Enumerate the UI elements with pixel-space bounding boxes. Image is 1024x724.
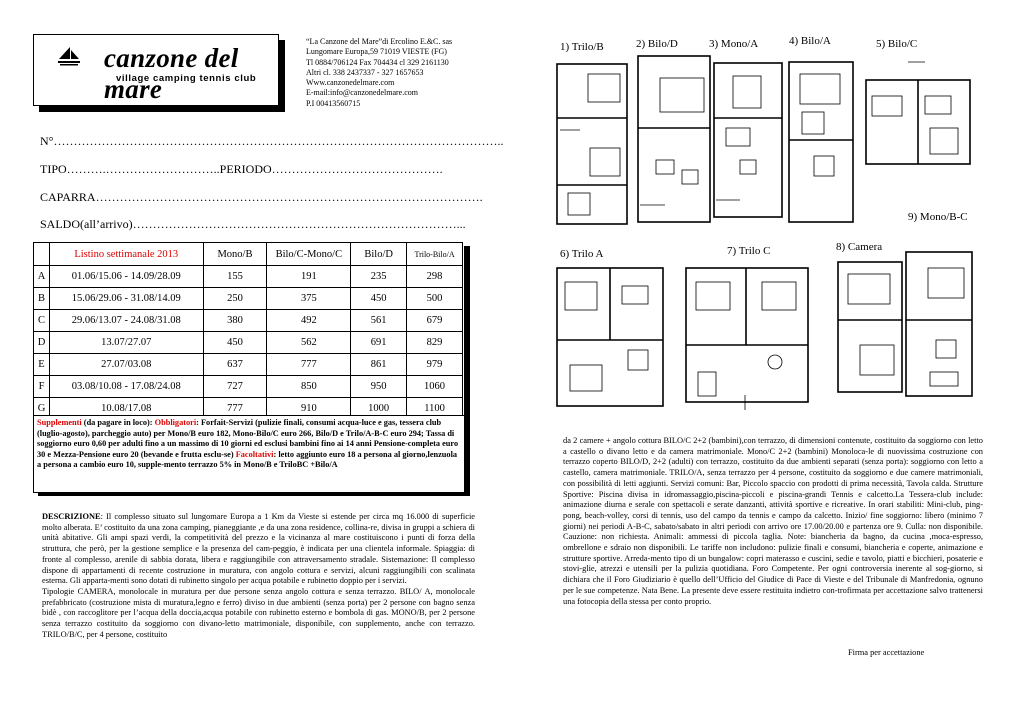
company-line: “La Canzone del Mare”di Ercolino E.&C. sas: [306, 37, 453, 46]
table-cell: 979: [407, 354, 463, 376]
table-cell: G: [34, 398, 50, 420]
price-table: [33, 242, 463, 420]
table-cell: 691: [351, 332, 407, 354]
table-cell: 492: [267, 310, 351, 332]
table-cell: 235: [351, 266, 407, 288]
description-p2: Tipologie CAMERA, monolocale in muratura per due persone senza angolo cottura e senza terrazzo. BILO/ A, monolocale prefabbricato (costruzione mista di muratura,legno e ferro) diviso in due ambienti (senza porta) per 2 persone con bagno senza bidè , con raccoglitore per l’acqua della doccia,acqua potabile con rubinetto esterno e bombola di gas. MONO/B, per 2 persone senza terrazzo costituito da soggiorno con divano-letto matrimoniale, disponibile, con supplemento, anche con terrazzo. TRILO/B/C, per 4 persone, costituito: [42, 586, 475, 639]
table-cell: 27.07/03.08: [49, 354, 203, 376]
table-header: Bilo/C-Mono/C: [267, 243, 351, 266]
company-info: [306, 37, 452, 109]
company-line: Altri cl. 338 2437337 - 327 1657653: [306, 67, 424, 77]
table-cell: 450: [203, 332, 267, 354]
table-cell: 910: [267, 398, 351, 420]
field-balance: SALDO(all’arrivo)………………………………………………………………………...: [40, 217, 466, 231]
table-cell: 637: [203, 354, 267, 376]
floor-plans: [550, 55, 1024, 430]
table-cell: 850: [267, 376, 351, 398]
table-cell: 15.06/29.06 - 31.08/14.09: [49, 288, 203, 310]
plan-label-trilo-b: 1) Trilo/B: [560, 41, 604, 53]
table-cell: E: [34, 354, 50, 376]
company-line: Lungomare Europa,59 71019 VIESTE (FG): [306, 47, 447, 57]
table-header-row: [34, 243, 463, 266]
table-header: Mono/B: [203, 243, 267, 266]
table-row: [34, 266, 463, 288]
logo-subtitle: village camping tennis club: [116, 73, 257, 84]
floorplan-trilo-a: [557, 268, 663, 406]
description-text: : Il complesso situato sul lungomare Europa a 1 Km da Vieste si estende per circa mq 16.000 di superficie molto alberata. E’ costituito da una zona camping, pianeggiante ,e da una zona residence, collina-re, divisa in gruppi a schiera di unità abitative. Gli ampi spazi verdi, la competitività del prezzo e la vicinanza al mare costituiscono i punti di forza della struttura, che però, per la gestione semplice e la presenza del cam-peggio, è indicata per una clientela informale. Spiaggia: di fronte al complesso, arenile di sabbia dorata, libera e raggiungibile con attraversamento stradale. Sistemazione: Il complesso dispone di appartamenti di recente costruzione in muratura, con angolo cottura e servizi, alcuni raggiungibili con scalinata esterna. Gli apparta-menti sono dotati di rubinetto singolo per acqua potabile e rubinetto doppio per i servizi.: [42, 512, 475, 586]
supplements-paren: (da pagare in loco):: [81, 418, 155, 427]
table-cell: 562: [267, 332, 351, 354]
table-cell: 298: [407, 266, 463, 288]
table-header: Bilo/D: [351, 243, 407, 266]
floorplan-mono-bc: [906, 252, 972, 396]
floorplan-bilo-d: [638, 56, 710, 222]
table-row: [34, 354, 463, 376]
table-cell: F: [34, 376, 50, 398]
table-row: [34, 310, 463, 332]
plan-label-trilo-a: 6) Trilo A: [560, 248, 604, 260]
table-header: Listino settimanale 2013: [49, 243, 203, 266]
table-cell: 13.07/27.07: [49, 332, 203, 354]
logo: [33, 34, 279, 106]
table-cell: 500: [407, 288, 463, 310]
table-cell: 155: [203, 266, 267, 288]
table-cell: B: [34, 288, 50, 310]
table-cell: 375: [267, 288, 351, 310]
logo-title: canzone del mare: [104, 43, 239, 104]
floorplan-trilo-c: [686, 268, 808, 410]
field-deposit: CAPARRA…………………………………………………………………………………….: [40, 190, 483, 204]
floorplan-trilo-b: [557, 64, 627, 224]
table-cell: C: [34, 310, 50, 332]
plan-label-bilo-d: 2) Bilo/D: [636, 38, 678, 50]
sailboat-icon: [56, 45, 82, 67]
plan-label-bilo-a: 4) Bilo/A: [789, 35, 831, 47]
field-type-period: TIPO……….………………………..PERIODO…………………………………….: [40, 162, 443, 176]
table-cell: 29.06/13.07 - 24.08/31.08: [49, 310, 203, 332]
table-cell: 450: [351, 288, 407, 310]
description-label: DESCRIZIONE: [42, 512, 101, 521]
table-header: [34, 243, 50, 266]
plan-label-trilo-c: 7) Trilo C: [727, 245, 771, 257]
plan-label-camera: 8) Camera: [836, 241, 883, 253]
plan-label-mono-a: 3) Mono/A: [709, 38, 759, 50]
company-line: Tl 0884/706124 Fax 704434 cl 329 2161130: [306, 57, 449, 67]
table-row: [34, 376, 463, 398]
table-cell: 829: [407, 332, 463, 354]
table-cell: 679: [407, 310, 463, 332]
company-line: E-mail:info@canzonedelmare.com: [306, 88, 418, 98]
table-cell: 727: [203, 376, 267, 398]
company-line: Www.canzonedelmare.com: [306, 78, 395, 88]
floorplan-bilo-c: [866, 62, 970, 164]
table-cell: 861: [351, 354, 407, 376]
floorplan-camera: [838, 262, 902, 392]
supplements-text: [37, 418, 462, 471]
supplements-label: Supplementi: [37, 418, 82, 427]
optional-label: Facoltativi: [235, 449, 274, 459]
table-cell: 561: [351, 310, 407, 332]
plan-label-bilo-c: 5) Bilo/C: [876, 38, 918, 50]
mandatory-text: : Forfait-Servizi (pulizie finali, consumi acqua-luce e gas, tessera club (luglio-agosto), parcheggio auto) per Mono/B euro 182, Mono-Bilo/C euro 266, Bilo/D e Trilo/A-B-C euro 294; Tassa di soggiorno euro 0,60 per adulti fino a un massimo di 10 giorni ed esclusi bambini fino ai 14 anni Pensione-completa euro 30 e Mezza-Pensione euro 20 (bevande e frutta esclu-se): [37, 418, 459, 459]
table-cell: 380: [203, 310, 267, 332]
table-row: [34, 288, 463, 310]
table-cell: 1100: [407, 398, 463, 420]
field-number: N°…………………………………………………………………………………………………..: [40, 134, 504, 148]
accommodation-details: da 2 camere + angolo cottura BILO/C 2+2 (bambini),con terrazzo, di dimensioni contenute, costituito da soggiorno con letto a castello o divano letto e da camera matrimoniale. Mono/C 2+2 (bambini) Monoloca-le di nuovissima costruzione con terrazzo coperto BILO/D, 2+2 (adulti) con terrazzo, costituito da due ambienti separati (senza porta): soggiorno con letto a castello, camera matrimoniale. TRILO/A, senza terrazzo per 4 persone, costituito da soggiorno e due camere matrimoniali, con possibilità di letti aggiunti. Servizi comuni: Bar, Piccolo spaccio con prodotti di prima necessità, Tavola calda. Strutture Sportive: Piscina divisa in idromassaggio,piscina-piccoli e piscina-grandi Tennis e calcetto.La Tessera-club include: animazione diurna e serale con spettacoli e serate danzanti, attività sportive e ricreative. In orari stabiliti: Mini-club, ping-pong, beach-volley, corsi di tennis, uso del campo da tennis e campo da calcetto. Inizio/ fine soggiorno: libero (minimo 7 giorni) nei periodi A-B-C, sabato/sabato in altri periodi con arrivo ore 17.00/20.00 e partenza ore 9. Culla: non disponibile. Cauzione: non richiesta. Animali: ammessi di piccola taglia. Note: biancheria da bagno, da cucina ,moca-espresso, ombrellone e sdraio non disponibili. Le tariffe non includono: pulizie finali e consumi, biancheria e coperte, animazione e strutture sportive. Arreda-mento tipo di un bungalow: copri materasso e cuscini, sedie e tavolo, piatti e bicchieri, posaterie e stovi-glie, atrezzi e utensili per la pulizia quotidiana. Foro Competente. Per ogni controversia inerente al sog-giorno, si dichiara che il Foro Giudiziario è quello dell’Ufficio del Giudice di Pace di Vieste e del Tribunale di Manfredonia, ognuno per le sue competenze. Nata Bene. La presente deve essere restituita indietro con-trofirmata per accettazione salvo trattenersi una fotocopia della stessa per conto proprio.: [563, 436, 983, 606]
table-cell: 950: [351, 376, 407, 398]
table-cell: 03.08/10.08 - 17.08/24.08: [49, 376, 203, 398]
table-cell: 250: [203, 288, 267, 310]
table-cell: 777: [203, 398, 267, 420]
company-line: P.I 00413560715: [306, 98, 361, 108]
table-header: Trilo-Bilo/A: [407, 243, 463, 266]
signature-label: Firma per accettazione: [848, 648, 925, 657]
table-cell: 1060: [407, 376, 463, 398]
description-p1: [42, 512, 475, 587]
table-cell: 1000: [351, 398, 407, 420]
optional-text: : letto aggiunto euro 18 a persona al giorno,lenzuola a persona a cambio euro 10, supple-mento terrazzo 5% in Mono/B e TriloBC +Bilo/A: [37, 449, 458, 469]
plan-label-mono-bc: 9) Mono/B-C: [908, 211, 968, 223]
floorplan-mono-a: [714, 63, 782, 217]
floorplan-bilo-a: [789, 62, 853, 222]
table-row: [34, 332, 463, 354]
description: [42, 512, 475, 640]
table-cell: 10.08/17.08: [49, 398, 203, 420]
table-cell: 777: [267, 354, 351, 376]
table-cell: 01.06/15.06 - 14.09/28.09: [49, 266, 203, 288]
table-cell: A: [34, 266, 50, 288]
mandatory-label: Obbligatori: [154, 418, 197, 427]
table-cell: 191: [267, 266, 351, 288]
table-cell: D: [34, 332, 50, 354]
